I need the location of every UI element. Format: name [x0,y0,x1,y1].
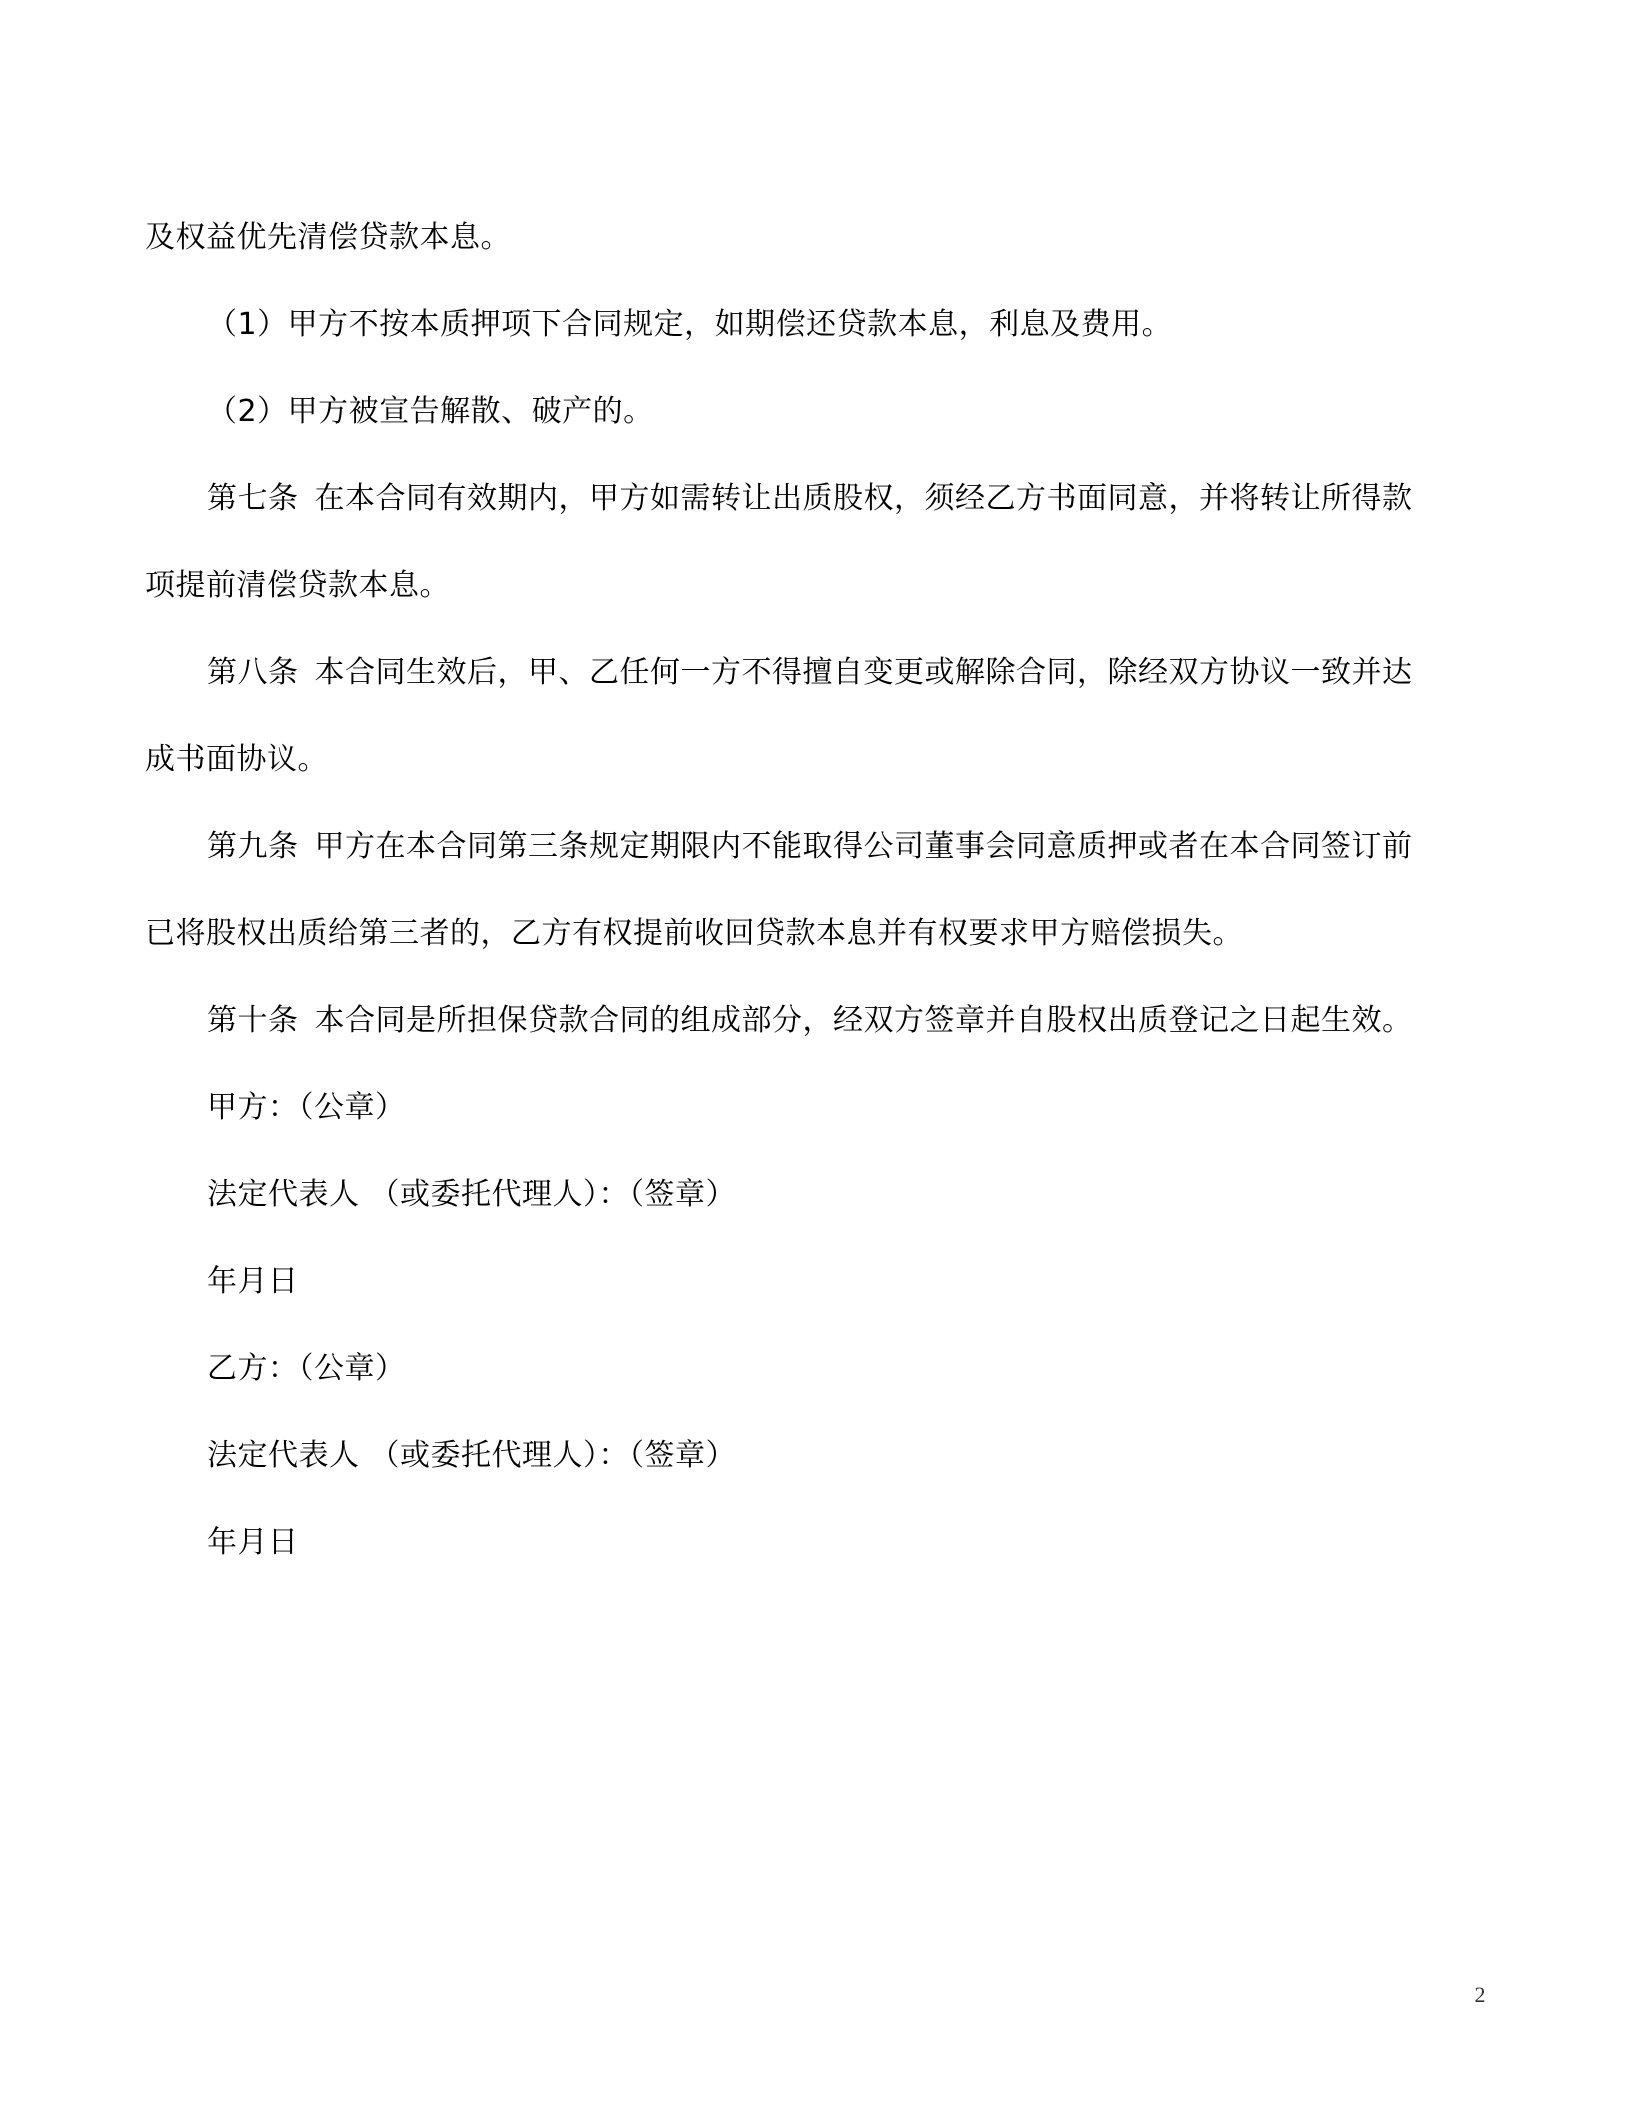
article-number: 第七条 [207,481,299,516]
article-text-line2: 成书面协议。 [145,742,328,777]
article-8 [145,629,1485,803]
article-text-line1: 本合同生效后，甲、乙任何一方不得擅自变更或解除合同，除经双方协议一致并达 [314,655,1413,690]
party-b-date: 年月日 [207,1525,299,1560]
party-a-date: 年月日 [207,1264,299,1299]
paragraph-continuation [145,194,1485,281]
clause-item-2 [145,368,1485,455]
article-9 [145,803,1485,977]
article-number: 第八条 [207,655,299,690]
party-b-representative: 法定代表人 （或委托代理人）：（签章） [207,1438,737,1473]
article-number: 第九条 [207,829,299,864]
article-text-line2: 已将股权出质给第三者的，乙方有权提前收回贷款本息并有权要求甲方赔偿损失。 [145,916,1243,951]
clause-text: （1）甲方不按本质押项下合同规定，如期偿还贷款本息，利息及费用。 [207,307,1173,342]
article-text-line1: 在本合同有效期内，甲方如需转让出质股权，须经乙方书面同意，并将转让所得款 [314,481,1413,516]
party-b-seal: 乙方：（公章） [207,1351,406,1386]
party-a-representative: 法定代表人 （或委托代理人）：（签章） [207,1177,737,1212]
article-text-line2: 项提前清偿贷款本息。 [145,568,450,603]
party-a-seal: 甲方：（公章） [207,1090,406,1125]
article-10 [145,977,1485,1064]
article-text-line1: 甲方在本合同第三条规定期限内不能取得公司董事会同意质押或者在本合同签订前 [314,829,1413,864]
document-body [145,194,1485,1586]
paragraph-text: 及权益优先清偿贷款本息。 [145,220,511,255]
article-text-line1: 本合同是所担保贷款合同的组成部分，经双方签章并自股权出质登记之日起生效。 [314,1003,1413,1038]
article-number: 第十条 [207,1003,299,1038]
clause-item-1 [145,281,1485,368]
clause-text: （2）甲方被宣告解散、破产的。 [207,394,654,429]
signature-block [145,1064,1485,1586]
page-number: 2 [1474,1982,1486,2007]
article-7 [145,455,1485,629]
